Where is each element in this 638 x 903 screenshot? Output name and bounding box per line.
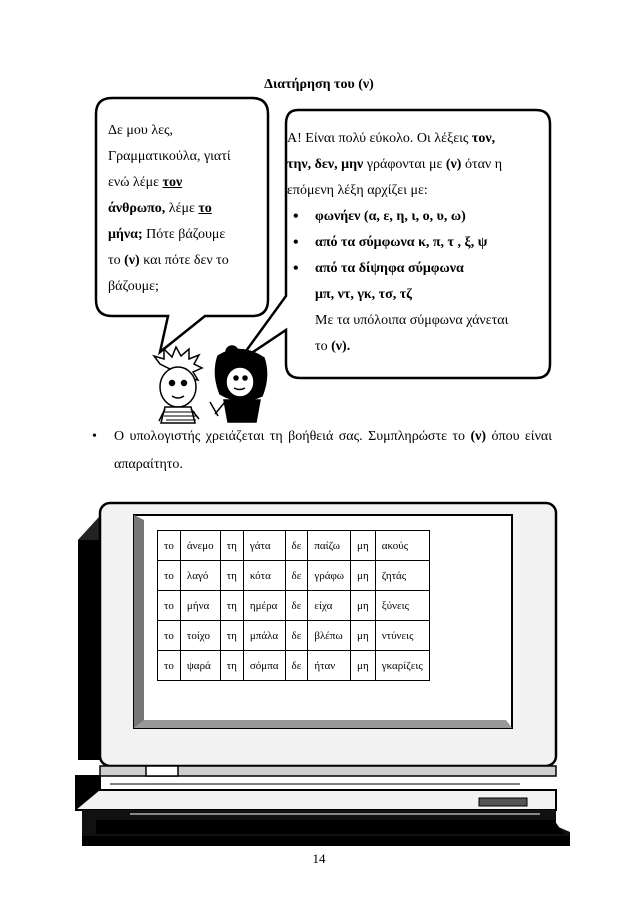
table-cell: μη	[351, 621, 376, 651]
table-row	[158, 591, 430, 621]
bullet-icon: •	[92, 429, 97, 444]
left-bubble-text	[108, 118, 258, 300]
table-cell: τη	[220, 531, 243, 561]
left-bubble-line: ενώ λέμε τον	[108, 175, 183, 190]
table-cell: ψαρά	[180, 651, 220, 681]
table-cell: γκαρίζεις	[375, 651, 429, 681]
table-cell: μήνα	[180, 591, 220, 621]
table-cell: το	[158, 561, 181, 591]
rule-bullet-consonants: • από τα σύμφωνα κ, π, τ , ξ, ψ	[287, 230, 549, 256]
page-number: 14	[312, 851, 326, 866]
right-bubble-line: το (ν).	[315, 339, 351, 354]
table-cell: τη	[220, 621, 243, 651]
right-bubble-line: Με τα υπόλοιπα σύμφωνα χάνεται	[315, 313, 509, 328]
table-cell: σόμπα	[243, 651, 285, 681]
right-bubble-line: την, δεν, μην γράφονται με (ν) όταν η	[287, 157, 503, 172]
table-cell: τη	[220, 561, 243, 591]
table-cell: το	[158, 531, 181, 561]
table-cell: τη	[220, 591, 243, 621]
page-title: Διατήρηση του (ν)	[264, 77, 374, 92]
table-row	[158, 561, 430, 591]
table-cell: ήταν	[308, 651, 351, 681]
right-bubble-line: επόμενη λέξη αρχίζει με:	[287, 183, 428, 198]
table-cell: μη	[351, 591, 376, 621]
table-cell: μη	[351, 651, 376, 681]
table-cell: το	[158, 591, 181, 621]
right-bubble-line: Α! Είναι πολύ εύκολο. Οι λέξεις τον,	[287, 131, 496, 146]
exercise-instruction	[92, 423, 552, 479]
table-cell: δε	[285, 651, 308, 681]
table-cell: λαγό	[180, 561, 220, 591]
table-cell: μπάλα	[243, 621, 285, 651]
table-cell: κότα	[243, 561, 285, 591]
table-cell: το	[158, 621, 181, 651]
right-bubble-text	[287, 126, 549, 360]
characters-illustration	[154, 346, 267, 423]
table-cell: τοίχο	[180, 621, 220, 651]
table-cell: άνεμο	[180, 531, 220, 561]
table-cell: είχα	[308, 591, 351, 621]
table-cell: ακούς	[375, 531, 429, 561]
rule-digraph-list: μπ, ντ, γκ, τσ, τζ	[315, 287, 412, 302]
table-cell: μη	[351, 531, 376, 561]
table-cell: βλέπω	[308, 621, 351, 651]
instruction-text: Ο υπολογιστής χρειάζεται τη βοήθειά σας. Συμπληρώστε το (ν) όπου είναι απαραίτητο.	[114, 429, 553, 472]
rule-bullet-digraphs: • από τα δίψηφα σύμφωνα	[287, 256, 549, 282]
left-bubble-line: Δε μου λες,	[108, 123, 174, 138]
table-cell: ζητάς	[375, 561, 429, 591]
table-cell: τη	[220, 651, 243, 681]
table-cell: ημέρα	[243, 591, 285, 621]
table-cell: δε	[285, 621, 308, 651]
table-row	[158, 621, 430, 651]
table-cell: γράφω	[308, 561, 351, 591]
exercise-word-grid	[157, 530, 430, 681]
table-cell: ντύνεις	[375, 621, 429, 651]
left-bubble-line: το (ν) και πότε δεν το	[108, 253, 229, 268]
table-cell: παίζω	[308, 531, 351, 561]
table-cell: γάτα	[243, 531, 285, 561]
table-cell: δε	[285, 531, 308, 561]
table-cell: μη	[351, 561, 376, 591]
table-row	[158, 531, 430, 561]
table-cell: δε	[285, 561, 308, 591]
rule-bullet-vowel: • φωνήεν (α, ε, η, ι, ο, υ, ω)	[287, 204, 549, 230]
table-cell: ξύνεις	[375, 591, 429, 621]
left-bubble-line: βάζουμε;	[108, 279, 159, 294]
left-bubble-line: Γραμματικούλα, γιατί	[108, 149, 231, 164]
left-bubble-line: άνθρωπο, λέμε το	[108, 201, 212, 216]
left-bubble-line: μήνα; Πότε βάζουμε	[108, 227, 226, 242]
table-cell: το	[158, 651, 181, 681]
table-cell: δε	[285, 591, 308, 621]
table-row	[158, 651, 430, 681]
